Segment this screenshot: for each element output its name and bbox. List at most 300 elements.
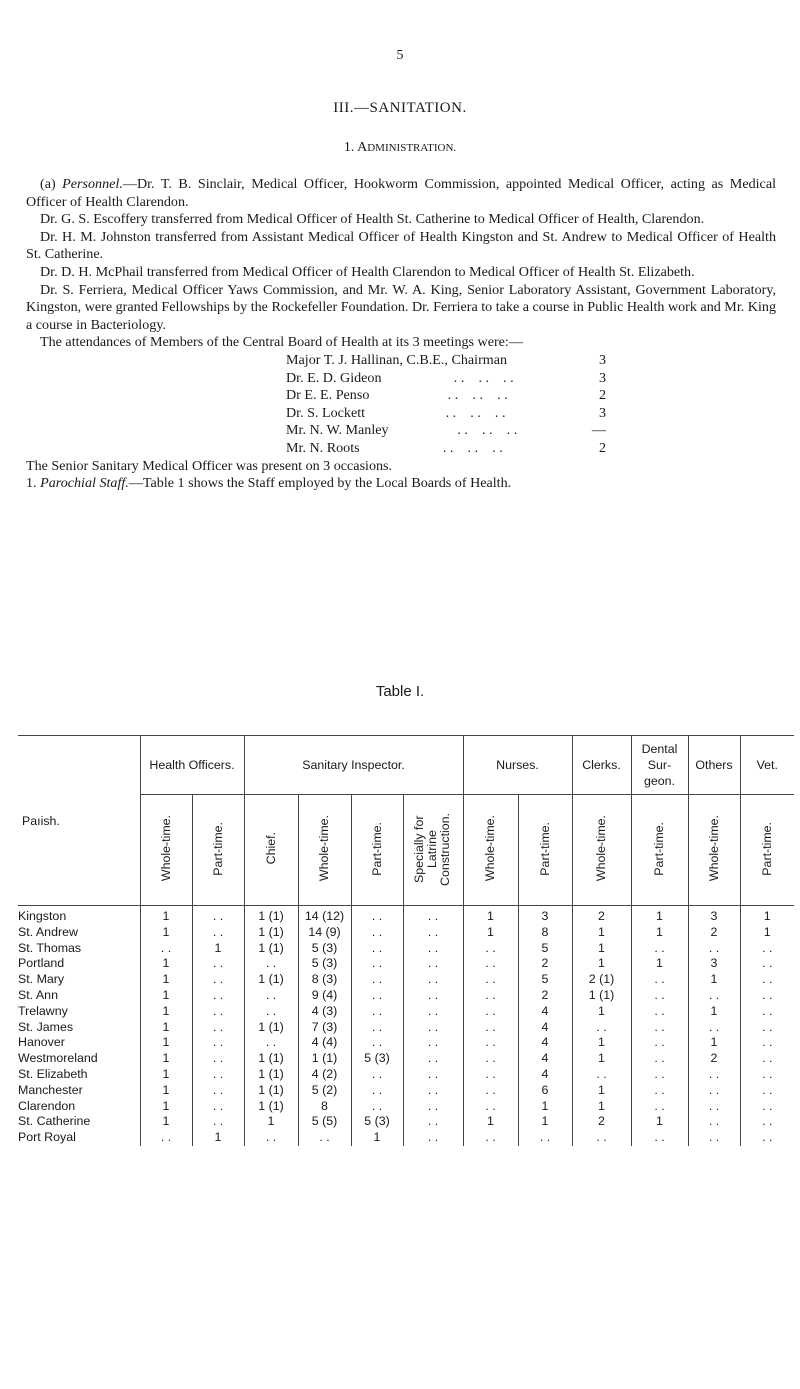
table-row — [18, 941, 794, 957]
column-header — [740, 795, 794, 906]
table-row — [18, 956, 794, 972]
table-cell: . . — [631, 941, 688, 957]
subsection-number: 1. — [343, 140, 355, 155]
table-cell: . . — [688, 988, 740, 1004]
attendance-row — [286, 440, 606, 458]
parish-cell — [18, 1020, 140, 1036]
attendance-count: — — [591, 422, 606, 439]
table-cell: . . — [403, 1020, 463, 1036]
paragraph — [26, 176, 776, 211]
table-cell: . . — [463, 1035, 518, 1051]
table-cell: . . — [740, 1099, 794, 1115]
table-cell: . . — [631, 988, 688, 1004]
table-cell: . . — [403, 1004, 463, 1020]
table-cell: 1 — [463, 1114, 518, 1130]
table-cell: 4 — [518, 1004, 572, 1020]
table-cell: 1 (1) — [244, 1020, 298, 1036]
table-cell: . . — [688, 1020, 740, 1036]
parish-cell — [18, 1099, 140, 1115]
table-cell: 9 (4) — [298, 988, 351, 1004]
attendance-count: 2 — [598, 387, 606, 404]
table-cell: . . — [631, 1020, 688, 1036]
table-cell: . . — [631, 1083, 688, 1099]
table-cell: 1 — [351, 1130, 403, 1146]
table-cell: . . — [403, 1035, 463, 1051]
table-cell: 1 — [140, 972, 192, 988]
group-header-row — [18, 736, 794, 795]
table-row — [18, 1020, 794, 1036]
leader-dots: . . . . . . — [453, 369, 514, 386]
parish-name: St. James — [18, 1019, 74, 1034]
table-cell: . . — [192, 988, 244, 1004]
parish-cell — [18, 956, 140, 972]
table-cell: 2 — [688, 1051, 740, 1067]
column-header-label: Whole-time. — [594, 815, 608, 882]
table-cell: . . — [403, 972, 463, 988]
table-cell: 1 (1) — [244, 1067, 298, 1083]
attendance-row — [286, 405, 606, 423]
table-cell: . . — [351, 956, 403, 972]
parish-name: St. Catherine — [18, 1114, 91, 1129]
table-cell: 4 — [518, 1020, 572, 1036]
paragraph-text: The attendances of Members of the Central Board of Health at its 3 meetings were:— — [40, 334, 523, 351]
table-cell: . . — [351, 906, 403, 925]
table-cell: . . — [740, 1035, 794, 1051]
column-header — [403, 795, 463, 906]
parish-cell — [18, 1067, 140, 1083]
attendance-count: 2 — [598, 439, 606, 456]
column-header-label: Whole-time. — [483, 815, 497, 882]
attendance-row — [286, 352, 606, 370]
table-cell: 5 — [518, 972, 572, 988]
subsection-title — [0, 140, 800, 156]
table-row — [18, 1083, 794, 1099]
table-cell: 1 — [572, 1099, 631, 1115]
table-cell: 1 (1) — [244, 972, 298, 988]
table-cell: . . — [740, 1004, 794, 1020]
table-cell: 5 — [518, 941, 572, 957]
member-name: Mr. N. Roots — [286, 439, 360, 456]
table-cell: . . — [631, 1004, 688, 1020]
table-cell: 1 — [140, 1067, 192, 1083]
table-cell: 1 — [688, 1004, 740, 1020]
paragraph — [26, 334, 776, 352]
table-cell: . . — [631, 1067, 688, 1083]
table-cell: 1 — [463, 925, 518, 941]
table-cell: . . — [192, 1114, 244, 1130]
column-header — [518, 795, 572, 906]
table-cell: 5 (5) — [298, 1114, 351, 1130]
attendance-row — [286, 422, 606, 440]
column-header-label: Part-time. — [759, 821, 774, 876]
table-cell: . . — [403, 925, 463, 941]
paragraph-text: —Table 1 shows the Staff employed by the Local Boards of Health. — [128, 475, 512, 492]
table-cell: . . — [631, 1035, 688, 1051]
parish-name: Manchester — [18, 1082, 83, 1097]
table-cell: . . — [244, 988, 298, 1004]
parish-name: Westmoreland — [18, 1051, 98, 1066]
table-cell: . . — [403, 1099, 463, 1115]
table-cell: . . — [631, 972, 688, 988]
closing-lines — [26, 458, 776, 493]
paragraph-text: Dr. D. H. McPhail transferred from Medical Officer of Health Clarendon to Medical Officer of Health St. Elizabeth. — [40, 263, 695, 280]
table-cell: 1 — [631, 906, 688, 925]
table-cell: 3 — [688, 956, 740, 972]
column-header — [572, 795, 631, 906]
table-cell: . . — [244, 1004, 298, 1020]
table-cell: 1 — [572, 1035, 631, 1051]
table-cell: . . — [192, 1083, 244, 1099]
member-name: Dr E. E. Penso — [286, 387, 370, 404]
table-cell: . . — [463, 1130, 518, 1146]
table-cell: 1 (1) — [572, 988, 631, 1004]
table-cell: . . — [403, 1130, 463, 1146]
column-header — [140, 795, 192, 906]
table-row — [18, 1004, 794, 1020]
table-cell: . . — [192, 1099, 244, 1115]
parish-cell — [18, 906, 140, 925]
attendance-count: 3 — [598, 351, 606, 368]
column-header — [463, 795, 518, 906]
table-cell: . . — [403, 1083, 463, 1099]
table-cell: 5 (2) — [298, 1083, 351, 1099]
table-caption: Table I. — [375, 683, 425, 700]
paragraph-text: Dr. H. M. Johnston transferred from Assistant Medical Officer of Health Kingston and St. Andrew to Medical Officer of Health St. Catherine. — [26, 228, 776, 263]
group-header: Nurses. — [463, 736, 572, 795]
parish-cell — [18, 1114, 140, 1130]
parish-name: Trelawny — [18, 1003, 68, 1018]
table-cell: 1 (1) — [244, 1051, 298, 1067]
table-cell: . . — [192, 1051, 244, 1067]
table-cell: . . — [244, 956, 298, 972]
table-cell: 8 — [518, 925, 572, 941]
table-cell: 4 (2) — [298, 1067, 351, 1083]
table-cell: 1 — [463, 906, 518, 925]
table-cell: . . — [403, 956, 463, 972]
table-cell: 6 — [518, 1083, 572, 1099]
table-cell: . . — [740, 988, 794, 1004]
table-cell: . . — [403, 941, 463, 957]
column-header — [244, 795, 298, 906]
table-cell: 1 — [140, 925, 192, 941]
column-header-label: Part-time. — [369, 821, 384, 876]
parish-name: Port Royal — [18, 1130, 76, 1145]
table-cell: 1 — [140, 1051, 192, 1067]
table-cell: . . — [572, 1130, 631, 1146]
paragraph-text: The Senior Sanitary Medical Officer was present on 3 occasions. — [26, 457, 393, 474]
group-header: Clerks. — [572, 736, 631, 795]
table-cell: . . — [688, 1114, 740, 1130]
table-cell: 2 — [518, 956, 572, 972]
group-header: Dental Sur- geon. — [631, 736, 688, 795]
column-header-label: Whole-time. — [317, 815, 331, 882]
table-cell: 14 (12) — [298, 906, 351, 925]
table-cell: 8 — [298, 1099, 351, 1115]
parish-name: Clarendon — [18, 1098, 76, 1113]
parish-name: St. Ann — [18, 987, 58, 1002]
table-cell: 1 — [631, 956, 688, 972]
table-cell: 1 — [140, 1114, 192, 1130]
table-cell: . . — [688, 1067, 740, 1083]
leader-dots: . . . . . . — [457, 422, 518, 439]
column-header-label: Part-time. — [537, 821, 552, 876]
parish-name: St. Elizabeth — [18, 1066, 88, 1081]
table-row — [18, 972, 794, 988]
paragraph-heading: Parochial Staff. — [40, 475, 129, 492]
attendance-count: 3 — [598, 369, 606, 386]
group-header: Vet. — [740, 736, 794, 795]
paragraph — [26, 211, 776, 229]
table-cell: . . — [463, 972, 518, 988]
table-cell: 5 (3) — [351, 1114, 403, 1130]
member-name: Dr. S. Lockett — [286, 404, 366, 421]
table-cell: . . — [298, 1130, 351, 1146]
table-cell: . . — [192, 1035, 244, 1051]
table-cell: 14 (9) — [298, 925, 351, 941]
table-row — [18, 1130, 794, 1146]
group-header: Sanitary Inspector. — [244, 736, 463, 795]
group-header: Others — [688, 736, 740, 795]
parish-cell — [18, 1083, 140, 1099]
table-row — [18, 906, 794, 925]
table-cell: . . — [572, 1067, 631, 1083]
table-cell: . . — [463, 1004, 518, 1020]
leader-dots: . . . . . . — [445, 404, 506, 421]
table-cell: 1 — [192, 941, 244, 957]
table-cell: 1 — [140, 1035, 192, 1051]
attendance-row — [286, 387, 606, 405]
table-cell: 8 (3) — [298, 972, 351, 988]
table-cell: 1 — [740, 906, 794, 925]
parish-cell — [18, 1051, 140, 1067]
group-header: Health Officers. — [140, 736, 244, 795]
staff-table — [18, 736, 794, 1146]
table-cell: 3 — [688, 906, 740, 925]
table-cell: 1 — [572, 956, 631, 972]
table-cell: 4 (3) — [298, 1004, 351, 1020]
column-header — [688, 795, 740, 906]
table-cell: . . — [572, 1020, 631, 1036]
table-cell: . . — [351, 925, 403, 941]
table-cell: . . — [351, 1067, 403, 1083]
paragraph — [26, 229, 776, 264]
table-cell: . . — [463, 941, 518, 957]
table-cell: 4 — [518, 1051, 572, 1067]
table-cell: . . — [192, 1067, 244, 1083]
table-cell: 2 — [518, 988, 572, 1004]
table-cell: . . — [192, 972, 244, 988]
table-cell: . . — [244, 1035, 298, 1051]
table-cell: 1 — [140, 1099, 192, 1115]
table-cell: 1 — [572, 1004, 631, 1020]
table-cell: . . — [740, 1114, 794, 1130]
parish-cell — [18, 972, 140, 988]
table-cell: . . — [351, 1020, 403, 1036]
table-cell: . . — [192, 956, 244, 972]
parish-cell — [18, 1035, 140, 1051]
column-header — [192, 795, 244, 906]
column-header-label: Part-time. — [210, 821, 225, 876]
attendance-count: 3 — [598, 404, 606, 421]
paragraph-text: —Dr. T. B. Sinclair, Medical Officer, Hookworm Commission, appointed Medical Officer, acting as Medical Officer of Health Clarendon. — [26, 176, 776, 210]
member-name: Mr. N. W. Manley — [286, 422, 389, 439]
table-cell: 1 — [140, 1083, 192, 1099]
parish-name: St. Thomas — [18, 940, 82, 955]
table-cell: . . — [403, 1067, 463, 1083]
table-cell: 1 (1) — [244, 906, 298, 925]
table-cell: . . — [140, 1130, 192, 1146]
table-cell: 1 — [244, 1114, 298, 1130]
column-header — [351, 795, 403, 906]
table-cell: 1 — [572, 941, 631, 957]
subsection-title-initial: A — [357, 140, 368, 155]
table-cell: . . — [740, 1020, 794, 1036]
table-cell: 4 — [518, 1067, 572, 1083]
table-cell: . . — [688, 1099, 740, 1115]
column-header-label: Whole-time. — [706, 815, 721, 882]
table-cell: . . — [631, 1051, 688, 1067]
table-cell: . . — [192, 1020, 244, 1036]
table-cell: . . — [463, 1020, 518, 1036]
table-cell: . . — [688, 1130, 740, 1146]
table-cell: 1 (1) — [244, 925, 298, 941]
table-cell: 1 — [518, 1114, 572, 1130]
table-cell: . . — [351, 941, 403, 957]
table-cell: . . — [688, 1083, 740, 1099]
table-cell: . . — [403, 1051, 463, 1067]
table-cell: 1 — [140, 1020, 192, 1036]
table-row — [18, 1051, 794, 1067]
column-header-label: Part-time. — [652, 821, 666, 876]
table-cell: 1 — [140, 1004, 192, 1020]
table-cell: 1 (1) — [244, 941, 298, 957]
parish-cell — [18, 1130, 140, 1146]
table-cell: . . — [140, 941, 192, 957]
paragraph-lead: (a) — [40, 176, 63, 192]
table-cell: . . — [463, 1083, 518, 1099]
table-cell: 1 — [140, 906, 192, 925]
table-cell: . . — [631, 1130, 688, 1146]
table-cell: . . — [351, 1035, 403, 1051]
table-cell: 1 — [688, 972, 740, 988]
column-header-label: Whole-time. — [158, 815, 173, 882]
table-cell: . . — [740, 1051, 794, 1067]
table-row — [18, 1035, 794, 1051]
table-cell: . . — [403, 988, 463, 1004]
parish-cell — [18, 988, 140, 1004]
table-cell: . . — [351, 1004, 403, 1020]
table-cell: 1 — [518, 1099, 572, 1115]
table-cell: . . — [518, 1130, 572, 1146]
table-cell: 1 (1) — [244, 1083, 298, 1099]
leader-dots: . . . . . . — [447, 387, 508, 404]
table-cell: . . — [192, 906, 244, 925]
paragraph-heading: Personnel. — [62, 176, 123, 192]
paragraphs — [26, 176, 776, 352]
table-cell: . . — [351, 1099, 403, 1115]
section-title: III.—SANITATION. — [333, 100, 467, 116]
parish-name: Kingston — [18, 909, 67, 923]
table-row — [18, 1067, 794, 1083]
paragraph — [26, 282, 776, 335]
table-cell: . . — [463, 956, 518, 972]
table-cell: . . — [463, 1051, 518, 1067]
table-cell: . . — [631, 1099, 688, 1115]
table-cell: 1 (1) — [298, 1051, 351, 1067]
table-cell: 2 (1) — [572, 972, 631, 988]
table-cell: 4 (4) — [298, 1035, 351, 1051]
table-row — [18, 925, 794, 941]
table-cell: . . — [351, 988, 403, 1004]
table-cell: . . — [244, 1130, 298, 1146]
table-cell: 2 — [688, 925, 740, 941]
table-cell: 5 (3) — [351, 1051, 403, 1067]
table-row — [18, 1099, 794, 1115]
parish-cell — [18, 925, 140, 941]
table-cell: . . — [351, 972, 403, 988]
body-text — [26, 176, 776, 493]
paragraph — [26, 475, 776, 493]
table-cell: 7 (3) — [298, 1020, 351, 1036]
column-header-label: Chief. — [263, 832, 278, 865]
attendance-list — [286, 352, 606, 458]
paragraph — [26, 458, 776, 476]
paragraph-lead: 1. — [26, 475, 41, 492]
table-cell: . . — [463, 1099, 518, 1115]
parish-cell — [18, 1004, 140, 1020]
table-cell: 5 (3) — [298, 941, 351, 957]
table-row — [18, 988, 794, 1004]
paragraph-text: Dr. G. S. Escoffery transferred from Medical Officer of Health St. Catherine to Medical Officer of Health, Clarendon. — [40, 211, 705, 228]
leader-dots — [507, 352, 586, 370]
parish-name: St. Mary — [18, 972, 65, 987]
table-cell: 1 — [688, 1035, 740, 1051]
table-cell: 1 — [740, 925, 794, 941]
paragraph-text: Dr. S. Ferriera, Medical Officer Yaws Commission, and Mr. W. A. King, Senior Laboratory Assistant, Government Laboratory, Kingston, were granted Fellowships by the Rockefeller Foundation. Dr. Ferriera to take a course in Public Health work and Mr. King a course in Bacteriology. — [26, 281, 776, 333]
table-cell: 1 — [572, 1051, 631, 1067]
table-cell: 1 — [631, 925, 688, 941]
table-cell: 1 — [140, 988, 192, 1004]
parish-name: St. Andrew — [18, 924, 78, 939]
subsection-title-rest: DMINISTRATION. — [367, 142, 457, 154]
leader-dots: . . . . . . — [442, 439, 503, 456]
table-cell: 1 — [572, 1083, 631, 1099]
table-row — [18, 1114, 794, 1130]
table-cell: . . — [403, 906, 463, 925]
table-cell: . . — [740, 956, 794, 972]
paragraph — [26, 264, 776, 282]
table-cell: . . — [740, 941, 794, 957]
parish-cell — [18, 941, 140, 957]
table-cell: 1 (1) — [244, 1099, 298, 1115]
table-cell: 1 — [631, 1114, 688, 1130]
attendance-row — [286, 370, 606, 388]
table-cell: . . — [740, 1067, 794, 1083]
table-cell: . . — [740, 1083, 794, 1099]
table-cell: . . — [740, 1130, 794, 1146]
table-cell: 4 — [518, 1035, 572, 1051]
table-cell: . . — [688, 941, 740, 957]
table-cell: . . — [463, 1067, 518, 1083]
table-cell: . . — [351, 1083, 403, 1099]
column-header — [298, 795, 351, 906]
parish-name: Hanover — [18, 1035, 65, 1050]
table-cell: . . — [463, 988, 518, 1004]
column-header-label: Specially for Latrine Construction. — [412, 812, 452, 886]
table-cell: 2 — [572, 1114, 631, 1130]
table-cell: 1 — [140, 956, 192, 972]
table-cell: . . — [403, 1114, 463, 1130]
